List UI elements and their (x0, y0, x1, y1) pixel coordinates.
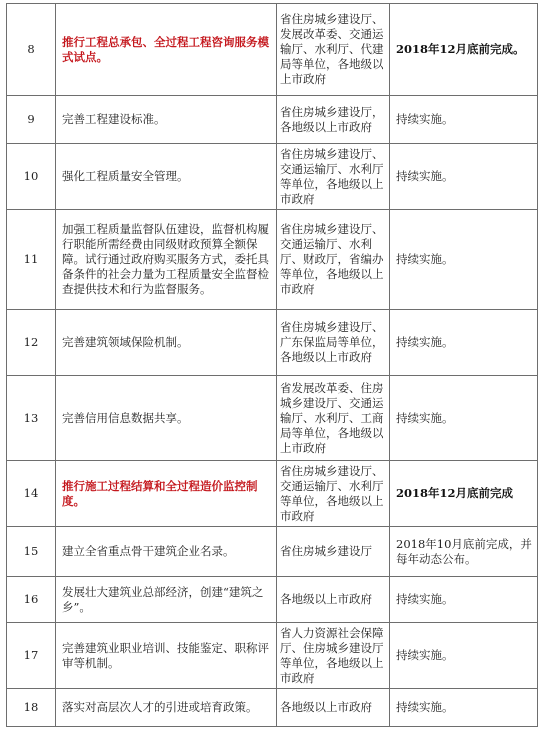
row-number: 13 (7, 376, 56, 461)
row-number: 11 (7, 210, 56, 310)
row-number: 12 (7, 310, 56, 376)
row-number: 9 (7, 96, 56, 144)
task-text: 完善建筑领域保险机制。 (56, 310, 277, 376)
responsible-dept: 省住房城乡建设厅，各地级以上市政府 (277, 96, 390, 144)
deadline: 持续实施。 (390, 577, 538, 623)
table-row (7, 4, 538, 96)
row-number: 18 (7, 689, 56, 727)
deadline: 持续实施。 (390, 310, 538, 376)
row-number: 17 (7, 623, 56, 689)
table-row (7, 210, 538, 310)
deadline: 持续实施。 (390, 96, 538, 144)
deadline: 持续实施。 (390, 689, 538, 727)
responsible-dept: 各地级以上市政府 (277, 689, 390, 727)
responsible-dept: 省住房城乡建设厅、广东保监局等单位，各地级以上市政府 (277, 310, 390, 376)
table-row (7, 623, 538, 689)
table-row (7, 376, 538, 461)
task-text: 加强工程质量监督队伍建设，监督机构履行职能所需经费由同级财政预算全额保障。试行通过政府购买服务方式，委托具备条件的社会力量为工程质量安全监督检查提供技术和行为监督服务。 (56, 210, 277, 310)
table-row (7, 96, 538, 144)
responsible-dept: 省人力资源社会保障厅、住房城乡建设厅等单位，各地级以上市政府 (277, 623, 390, 689)
responsible-dept: 省住房城乡建设厅、交通运输厅、水利厅等单位，各地级以上市政府 (277, 144, 390, 210)
task-text: 推行施工过程结算和全过程造价监控制度。 (56, 461, 277, 527)
table-row (7, 527, 538, 577)
task-text: 发展壮大建筑业总部经济，创建“建筑之乡”。 (56, 577, 277, 623)
task-text: 落实对高层次人才的引进或培育政策。 (56, 689, 277, 727)
deadline: 2018年12月底前完成。 (390, 4, 538, 96)
task-text: 完善工程建设标准。 (56, 96, 277, 144)
table-row (7, 461, 538, 527)
deadline: 2018年10月底前完成，并每年动态公布。 (390, 527, 538, 577)
task-text: 强化工程质量安全管理。 (56, 144, 277, 210)
table-row (7, 577, 538, 623)
row-number: 14 (7, 461, 56, 527)
responsible-dept: 省发展改革委、住房城乡建设厅、交通运输厅、水利厅、工商局等单位，各地级以上市政府 (277, 376, 390, 461)
responsible-dept: 省住房城乡建设厅、发展改革委、交通运输厅、水利厅、代建局等单位，各地级以上市政府 (277, 4, 390, 96)
task-text: 完善建筑业职业培训、技能鉴定、职称评审等机制。 (56, 623, 277, 689)
responsible-dept: 省住房城乡建设厅 (277, 527, 390, 577)
responsible-dept: 各地级以上市政府 (277, 577, 390, 623)
deadline: 2018年12月底前完成 (390, 461, 538, 527)
deadline: 持续实施。 (390, 376, 538, 461)
table-row (7, 310, 538, 376)
task-table (6, 3, 538, 727)
deadline: 持续实施。 (390, 623, 538, 689)
row-number: 8 (7, 4, 56, 96)
deadline: 持续实施。 (390, 144, 538, 210)
row-number: 16 (7, 577, 56, 623)
deadline: 持续实施。 (390, 210, 538, 310)
task-text: 推行工程总承包、全过程工程咨询服务模式试点。 (56, 4, 277, 96)
responsible-dept: 省住房城乡建设厅、交通运输厅、水利厅、财政厅，省编办等单位，各地级以上市政府 (277, 210, 390, 310)
task-text: 完善信用信息数据共享。 (56, 376, 277, 461)
responsible-dept: 省住房城乡建设厅、交通运输厅、水利厅等单位，各地级以上市政府 (277, 461, 390, 527)
row-number: 15 (7, 527, 56, 577)
table-row (7, 689, 538, 727)
table-row (7, 144, 538, 210)
task-text: 建立全省重点骨干建筑企业名录。 (56, 527, 277, 577)
row-number: 10 (7, 144, 56, 210)
